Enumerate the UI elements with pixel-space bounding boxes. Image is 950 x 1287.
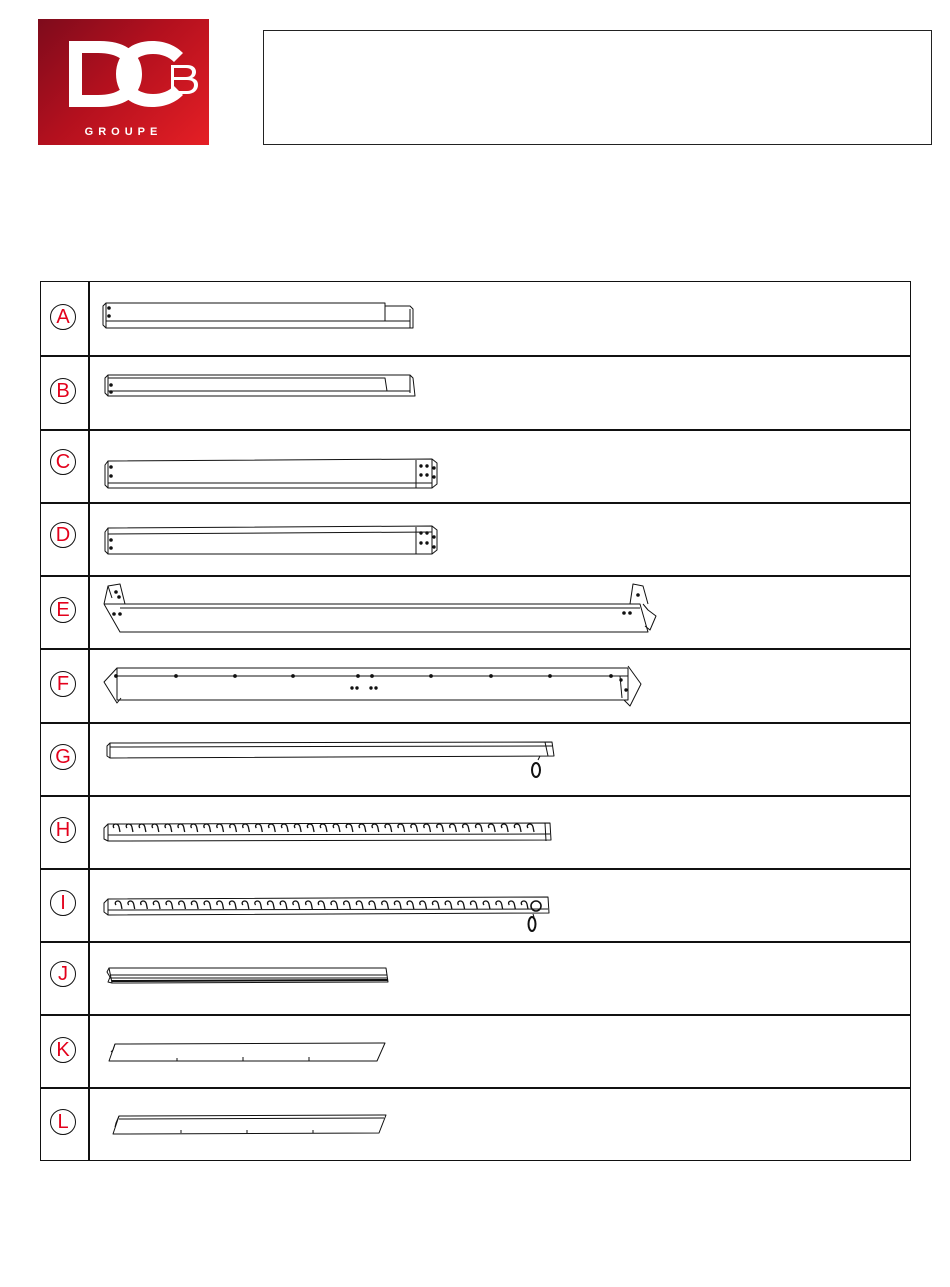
- hook-tooth: [307, 824, 314, 832]
- hook-tooth: [394, 901, 401, 909]
- part-e-drawing: [104, 584, 656, 632]
- hook-tooth: [320, 824, 327, 832]
- hook-tooth: [139, 824, 146, 832]
- hook-tooth: [242, 901, 249, 909]
- hook-tooth: [385, 824, 392, 832]
- part-label: H: [50, 817, 76, 843]
- part-label: J: [50, 961, 76, 987]
- part-l-drawing: [113, 1115, 386, 1134]
- hook-tooth: [527, 824, 534, 832]
- hook-tooth: [255, 901, 262, 909]
- hook-tooth: [432, 901, 439, 909]
- hook-tooth: [521, 901, 528, 909]
- hook-tooth: [269, 824, 276, 832]
- hook-tooth: [420, 901, 427, 909]
- part-a-drawing: [103, 303, 413, 328]
- hook-tooth: [488, 824, 495, 832]
- part-label: E: [50, 597, 76, 623]
- part-d-drawing: [105, 526, 437, 554]
- part-c-drawing: [105, 459, 437, 488]
- part-label: I: [50, 890, 76, 916]
- hook-tooth: [445, 901, 452, 909]
- part-i-teeth: [115, 901, 528, 909]
- part-label: L: [50, 1109, 76, 1135]
- hook-tooth: [483, 901, 490, 909]
- hook-tooth: [372, 824, 379, 832]
- part-f-drawing: [104, 666, 641, 706]
- hook-tooth: [166, 901, 173, 909]
- part-j-drawing: [107, 968, 388, 983]
- hook-tooth: [476, 824, 483, 832]
- hook-tooth: [346, 824, 353, 832]
- part-h-drawing: [104, 823, 551, 841]
- hook-tooth: [463, 824, 470, 832]
- part-label: G: [50, 744, 76, 770]
- hook-tooth: [496, 901, 503, 909]
- hook-tooth: [294, 824, 301, 832]
- hook-tooth: [191, 824, 198, 832]
- part-h-teeth: [113, 824, 534, 832]
- hook-tooth: [178, 824, 185, 832]
- hook-tooth: [437, 824, 444, 832]
- hook-tooth: [450, 824, 457, 832]
- hook-tooth: [382, 901, 389, 909]
- hook-tooth: [152, 824, 159, 832]
- hook-tooth: [268, 901, 275, 909]
- hook-tooth: [344, 901, 351, 909]
- hook-tooth: [230, 824, 237, 832]
- hook-tooth: [293, 901, 300, 909]
- hook-tooth: [398, 824, 405, 832]
- hook-tooth: [514, 824, 521, 832]
- part-g-drawing: [107, 742, 554, 777]
- hook-tooth: [318, 901, 325, 909]
- hook-tooth: [356, 901, 363, 909]
- hook-tooth: [204, 824, 211, 832]
- hook-tooth: [113, 824, 120, 832]
- hook-tooth: [217, 901, 224, 909]
- hook-tooth: [407, 901, 414, 909]
- part-label: F: [50, 671, 76, 697]
- hook-tooth: [217, 824, 224, 832]
- part-k-drawing: [109, 1043, 385, 1061]
- hook-tooth: [280, 901, 287, 909]
- hook-tooth: [281, 824, 288, 832]
- hook-tooth: [458, 901, 465, 909]
- hook-tooth: [369, 901, 376, 909]
- logo-wordmark: GROUPE: [84, 126, 163, 138]
- part-b-drawing: [105, 375, 415, 396]
- hook-tooth: [141, 901, 148, 909]
- hook-tooth: [126, 824, 133, 832]
- hook-tooth: [179, 901, 186, 909]
- hook-tooth: [229, 901, 236, 909]
- hook-tooth: [128, 901, 135, 909]
- part-label: A: [50, 304, 76, 330]
- hook-tooth: [331, 901, 338, 909]
- hook-tooth: [424, 824, 431, 832]
- part-label: K: [50, 1037, 76, 1063]
- part-label: C: [50, 449, 76, 475]
- hook-tooth: [153, 901, 160, 909]
- hook-tooth: [501, 824, 508, 832]
- hook-tooth: [115, 901, 122, 909]
- hook-tooth: [256, 824, 263, 832]
- hook-tooth: [333, 824, 340, 832]
- hook-tooth: [509, 901, 516, 909]
- hook-tooth: [306, 901, 313, 909]
- hook-tooth: [204, 901, 211, 909]
- hook-tooth: [411, 824, 418, 832]
- part-label: D: [50, 522, 76, 548]
- hook-tooth: [191, 901, 198, 909]
- hook-tooth: [359, 824, 366, 832]
- hook-tooth: [243, 824, 250, 832]
- hook-tooth: [471, 901, 478, 909]
- hook-tooth: [165, 824, 172, 832]
- part-i-drawing: [104, 897, 549, 931]
- part-label: B: [50, 378, 76, 404]
